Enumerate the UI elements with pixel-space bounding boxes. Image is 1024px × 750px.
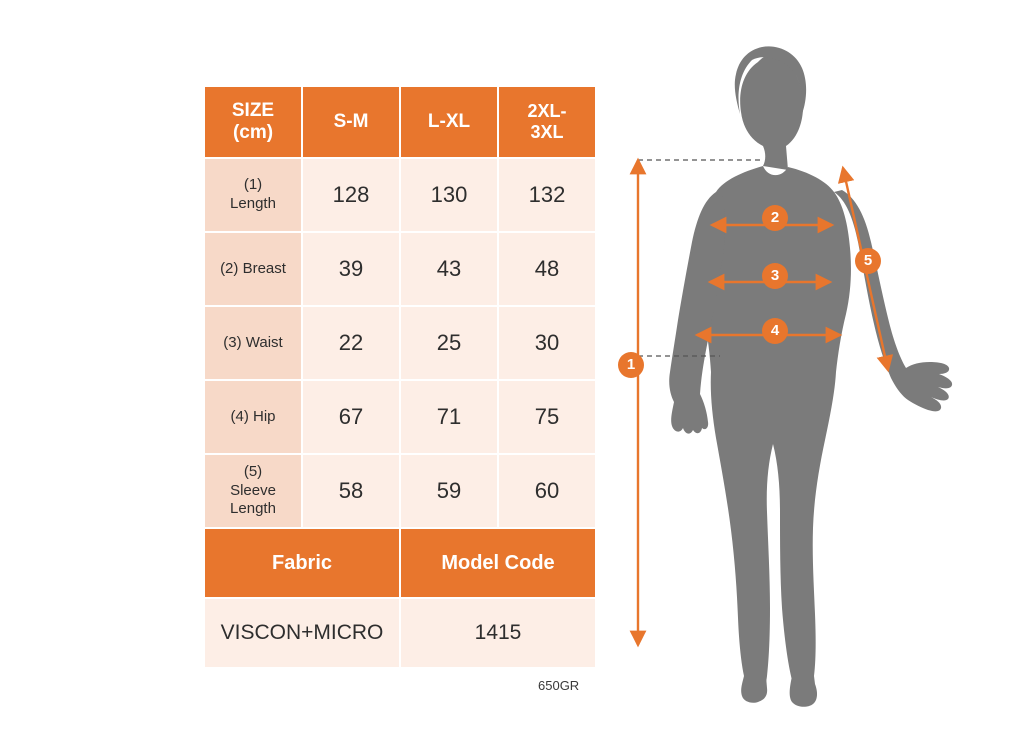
female-body-silhouette-icon — [600, 20, 1020, 730]
cell-hip-lxl: 71 — [400, 380, 498, 454]
cell-sleeve-lxl: 59 — [400, 454, 498, 528]
cell-hip-sm: 67 — [302, 380, 400, 454]
row-label-length-line2: Length — [230, 195, 276, 212]
row-label-waist-line1: (3) Waist — [223, 333, 283, 351]
footer-value-model-code: 1415 — [400, 598, 596, 668]
header-col3-line1: 2XL- — [527, 101, 567, 122]
measure-badge-2: 2 — [762, 205, 788, 231]
table-row — [204, 306, 596, 380]
row-label-hip-line1: (4) Hip — [230, 407, 276, 425]
measure-badge-1: 1 — [618, 352, 644, 378]
cell-sleeve-2xl3xl: 60 — [498, 454, 596, 528]
row-label-waist — [204, 306, 302, 380]
measurement-figure — [600, 20, 1020, 730]
footer-value-fabric: VISCON+MICRO — [204, 598, 400, 668]
table-row — [204, 158, 596, 232]
row-label-length — [204, 158, 302, 232]
table-row — [204, 232, 596, 306]
header-size-cell — [204, 86, 302, 158]
header-col-sm: S-M — [302, 86, 400, 158]
fabric-weight-note: 650GR — [538, 678, 580, 693]
footer-header-fabric: Fabric — [204, 528, 400, 598]
cell-breast-lxl: 43 — [400, 232, 498, 306]
footer-header-model-code: Model Code — [400, 528, 596, 598]
row-label-breast-line1: (2) Breast — [220, 259, 286, 277]
header-col-lxl: L-XL — [400, 86, 498, 158]
measure-badge-3: 3 — [762, 263, 788, 289]
table-footer-row — [204, 598, 596, 668]
row-label-length-line1: (1) — [243, 176, 263, 194]
row-label-sleeve-line1: (5) — [243, 462, 263, 480]
header-col3-line2: 3XL — [530, 122, 564, 142]
header-col-2xl3xl — [498, 86, 596, 158]
measure-badge-4: 4 — [762, 318, 788, 344]
measure-badge-5: 5 — [855, 248, 881, 274]
header-size-line1: SIZE — [231, 100, 275, 122]
cell-waist-2xl3xl: 30 — [498, 306, 596, 380]
header-size-line2: (cm) — [232, 122, 274, 143]
row-label-sleeve-length — [204, 454, 302, 528]
row-label-hip — [204, 380, 302, 454]
row-label-sleeve-line2: Sleeve — [230, 481, 276, 499]
table-row — [204, 454, 596, 528]
cell-hip-2xl3xl: 75 — [498, 380, 596, 454]
cell-length-2xl3xl: 132 — [498, 158, 596, 232]
cell-breast-sm: 39 — [302, 232, 400, 306]
cell-waist-lxl: 25 — [400, 306, 498, 380]
cell-waist-sm: 22 — [302, 306, 400, 380]
size-table — [203, 85, 597, 669]
table-row — [204, 380, 596, 454]
cell-length-sm: 128 — [302, 158, 400, 232]
table-footer-header-row — [204, 528, 596, 598]
cell-breast-2xl3xl: 48 — [498, 232, 596, 306]
cell-sleeve-sm: 58 — [302, 454, 400, 528]
table-header-row — [204, 86, 596, 158]
cell-length-lxl: 130 — [400, 158, 498, 232]
row-label-sleeve-line3: Length — [230, 500, 276, 518]
row-label-breast — [204, 232, 302, 306]
